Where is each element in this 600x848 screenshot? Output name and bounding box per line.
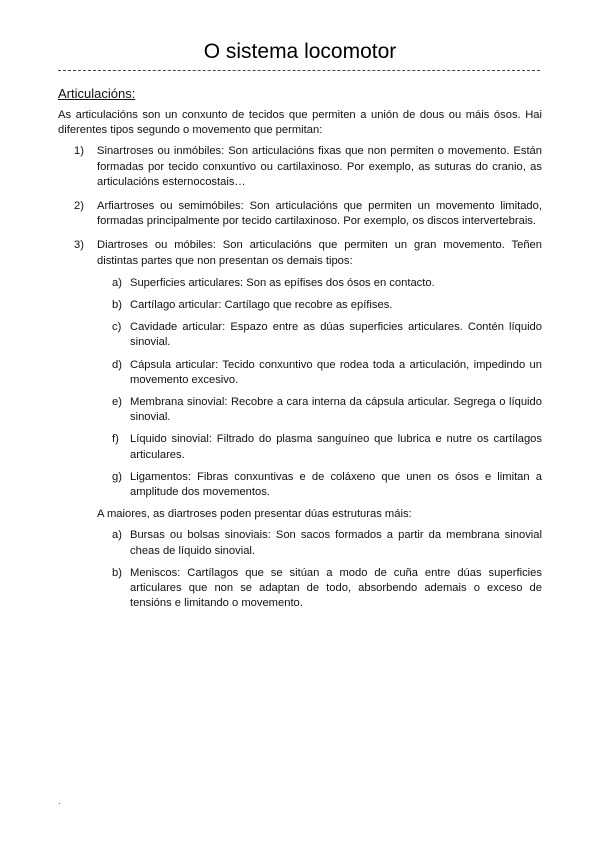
dashed-divider <box>58 70 540 71</box>
sublist-item-text: Membrana sinovial: Recobre a cara interna da cápsula articular. Segrega o líquido sinovial. <box>130 396 542 424</box>
list-item-text: Arfiartroses ou semimóbiles: Son articulacións que permiten un movemento limitado, formadas principalmente por tecido cartilaxinoso. Por exemplo, os discos intervertebrais. <box>97 200 542 228</box>
sublist-item <box>97 470 542 500</box>
diarthrosis-parts-list <box>97 276 542 500</box>
list-item <box>58 238 542 611</box>
sublist-marker: a) <box>112 276 122 289</box>
sublist-item <box>97 298 542 313</box>
list-item <box>58 199 542 229</box>
sublist-marker: g) <box>112 470 122 483</box>
sublist-marker: a) <box>112 529 122 542</box>
sublist-marker: b) <box>112 566 122 579</box>
sublist-item-text: Ligamentos: Fibras conxuntivas e de coláxeno que unen os ósos e limitan a amplitude dos movementos. <box>130 470 542 499</box>
list-item-text: Sinartroses ou inmóbiles: Son articulacións fixas que non permiten o movemento. Están formadas por tecido conxuntivo ou cartilaxinoso. Por exemplo, as suturas do cranio, as articulacións esternocostais… <box>97 145 542 188</box>
sublist-item-text: Bursas ou bolsas sinoviais: Son sacos formados a partir da membrana sinovial cheas de líquido sinovial. <box>130 529 542 557</box>
sublist-item <box>97 358 542 388</box>
sublist-item-text: Cavidade articular: Espazo entre as dúas superficies articulares. Contén líquido sinovial. <box>130 321 542 349</box>
sublist-marker: c) <box>112 321 122 334</box>
sublist-item <box>97 432 542 462</box>
extra-structures-intro: A maiores, as diartroses poden presentar dúas estruturas máis: <box>97 508 412 521</box>
extra-structures-list <box>97 528 542 611</box>
sublist-item <box>97 528 542 558</box>
sublist-item <box>97 320 542 350</box>
joint-types-list <box>58 144 542 611</box>
sublist-marker: b) <box>112 299 122 312</box>
footer-mark: . <box>58 796 61 806</box>
section-heading: Articulacións: <box>58 86 136 101</box>
list-item-text: Diartroses ou móbiles: Son articulacións que permiten un gran movemento. Teñen distintas partes que non presentan os demais tipos: <box>97 239 542 267</box>
sublist-item-text: Cápsula articular: Tecido conxuntivo que rodea toda a articulación, impedindo un movemento excesivo. <box>130 358 542 386</box>
sublist-item <box>97 566 542 612</box>
document-body <box>58 108 542 620</box>
list-marker: 2) <box>74 200 84 213</box>
list-item <box>58 144 542 190</box>
list-marker: 1) <box>74 145 84 158</box>
sublist-item-text: Meniscos: Cartílagos que se sitúan a modo de cuña entre dúas superficies articulares que non se adaptan de todo, absorbendo ademais o exceso de tensións e limitando o movemento. <box>130 566 542 610</box>
sublist-marker: f) <box>112 433 119 446</box>
sublist-item <box>97 395 542 425</box>
list-marker: 3) <box>74 239 84 252</box>
intro-paragraph: As articulacións son un conxunto de tecidos que permiten a unión de dous ou máis ósos. Hai diferentes tipos segundo o movemento que permitan: <box>58 109 542 137</box>
sublist-item <box>97 276 542 291</box>
sublist-item-text: Superficies articulares: Son as epífises dos ósos en contacto. <box>130 276 435 289</box>
sublist-item-text: Cartílago articular: Cartílago que recobre as epífises. <box>130 299 393 312</box>
sublist-marker: e) <box>112 396 122 409</box>
sublist-item-text: Líquido sinovial: Filtrado do plasma sanguíneo que lubrica e nutre os cartílagos articulares. <box>130 433 542 461</box>
sublist-marker: d) <box>112 358 122 371</box>
page-title: O sistema locomotor <box>203 40 397 63</box>
